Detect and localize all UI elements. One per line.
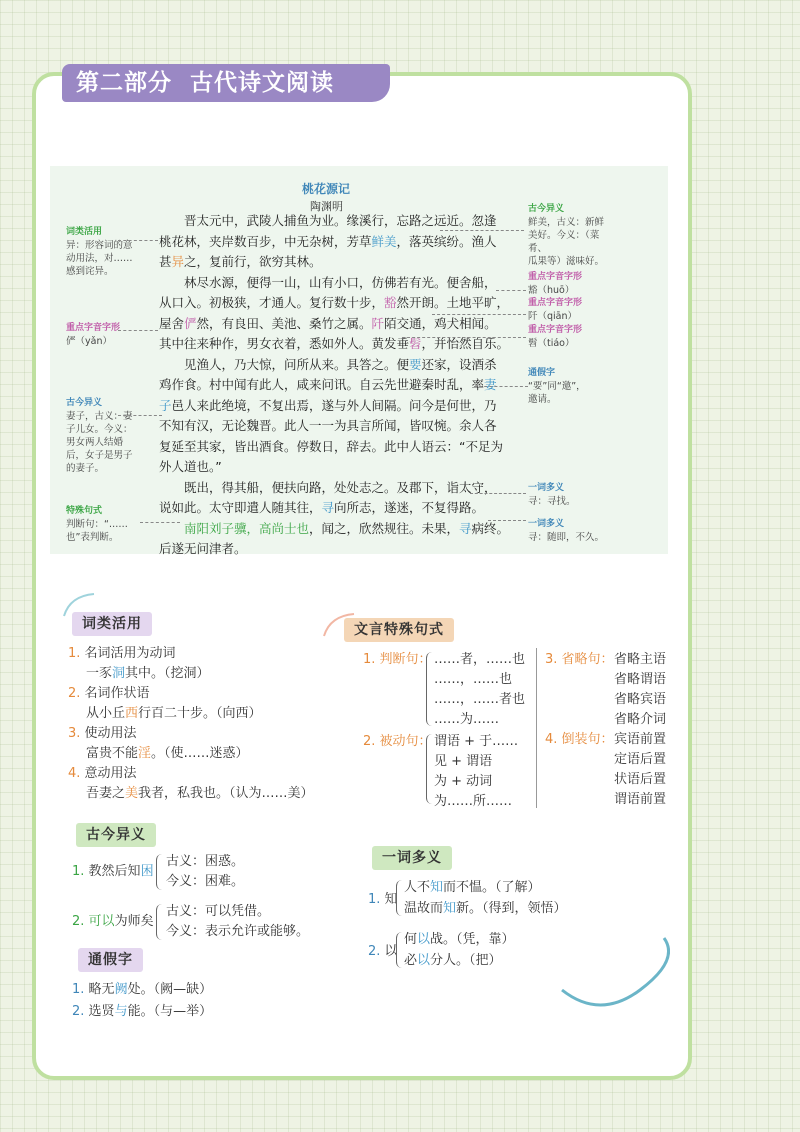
text-segment: 鲜美	[371, 233, 397, 249]
yici-brace	[396, 880, 402, 916]
passage-line	[159, 538, 247, 559]
annotation-note	[528, 324, 618, 350]
cilei-example	[86, 784, 314, 804]
text-segment: 阙	[114, 982, 128, 997]
yici-brace	[396, 932, 402, 968]
text-segment: 必	[404, 953, 418, 968]
passage-title: 桃花源记	[302, 182, 351, 196]
passage-line	[159, 374, 497, 395]
annotation-line: 感到诧异。	[66, 266, 114, 277]
text-segment: 新。（得到，领悟）	[456, 901, 567, 916]
annotation-line: 俨（yǎn）	[66, 336, 112, 347]
text-segment: 髫	[409, 336, 422, 351]
text-segment: 甚	[159, 254, 172, 269]
passage-line	[184, 354, 497, 375]
item-number: 1.	[72, 982, 89, 997]
yici-example	[404, 899, 567, 919]
gujin-brace	[156, 854, 162, 890]
annotation-line: 寻：寻找。	[528, 496, 576, 507]
yici-example	[404, 878, 541, 898]
beidong-label: 2. 被动句：	[363, 734, 432, 749]
annotation-title: 特殊句式	[66, 506, 103, 516]
decor-swirl-1	[60, 590, 100, 620]
annotation-title: 古今异义	[528, 204, 565, 214]
text-segment: 战。（凭，靠）	[430, 932, 515, 947]
item-number: 2.	[68, 686, 85, 701]
shenglue-type: 省略介词	[614, 712, 667, 727]
text-segment: 鸡作食。村中闻有此人，咸来问讯。自云先世避秦时乱，率	[159, 377, 485, 392]
annotation-note	[66, 505, 150, 544]
text-segment: 淫	[138, 746, 152, 761]
panduan-pattern: ……，……者也	[434, 692, 526, 707]
text-segment: 俨	[184, 315, 197, 331]
text-segment: 一豕	[86, 666, 113, 681]
gujin-jin: 今义：表示允许或能够。	[166, 924, 310, 939]
item-number: 2.	[72, 1004, 89, 1019]
text-segment: 行百二十步。（向西）	[138, 706, 262, 721]
annotation-title: 重点字音字形	[528, 325, 583, 335]
beidong-pattern: 为 + 动词	[434, 774, 493, 789]
yici-word	[368, 942, 398, 962]
panduan-pattern: ……为……	[434, 712, 500, 727]
text-segment: 为师矣	[114, 914, 154, 929]
text-segment: 而不愠。（了解）	[443, 880, 541, 895]
text-segment: 寻	[459, 520, 472, 536]
passage-line	[159, 436, 503, 457]
passage-line	[159, 292, 509, 313]
banner-title: 古代诗文阅读	[190, 70, 334, 96]
passage-line	[184, 518, 509, 539]
passage-line	[159, 313, 497, 334]
cilei-head	[68, 764, 137, 784]
shenglue-type: 省略宾语	[614, 692, 667, 707]
text-segment: 寻	[321, 500, 335, 515]
item-number: 1.	[72, 864, 89, 879]
passage-line	[184, 272, 497, 293]
text-segment: 以	[417, 953, 431, 968]
text-segment: 既出，得其船，便扶向路，处处志之。及郡下，诣太守，	[184, 479, 497, 495]
beidong-pattern: 为……所……	[434, 794, 513, 809]
text-segment: 阡	[371, 315, 385, 331]
passage-line	[159, 231, 497, 252]
text-segment: 教然后知	[88, 864, 141, 879]
text-segment: 其中往来种作，男女衣着，悉如外人。黄发垂	[159, 336, 410, 351]
arrow-line	[402, 337, 526, 338]
shenglue-type: 省略主语	[614, 652, 667, 667]
yici-example	[404, 930, 515, 950]
text-segment: 知	[430, 880, 444, 895]
item-head: 使动用法	[84, 726, 137, 741]
text-segment: 我者，私我也。（认为……美）	[138, 786, 314, 801]
text-segment: 富贵不能	[86, 746, 139, 761]
text-segment: 晋太元中，武陵人捕鱼为业。缘溪行，忘路之远近。忽逢	[184, 213, 497, 228]
text-segment: 向所志，遂迷，不复得路。	[334, 500, 485, 515]
annotation-line: 豁（huō）	[528, 285, 575, 296]
item-word: 以	[384, 944, 398, 959]
text-segment: 桃花林，夹岸数百步，中无杂树，芳草	[159, 233, 372, 249]
cilei-example	[86, 744, 249, 764]
arrow-line	[440, 230, 524, 231]
annotation-title: 重点字音字形	[66, 323, 121, 333]
annotation-note	[66, 226, 150, 278]
text-segment: 其中。（挖洞）	[125, 666, 210, 681]
annotation-line: 判断句：“……	[66, 519, 128, 530]
item-number: 2.	[368, 944, 385, 959]
text-segment: 选贤	[88, 1004, 115, 1019]
text-segment: 异	[171, 254, 185, 269]
annotation-line: 也”表判断。	[66, 532, 119, 543]
tag-yici: 一词多义	[372, 846, 452, 870]
passage-author: 陶渊明	[310, 200, 343, 213]
passage-line	[159, 415, 497, 436]
text-segment: 从小丘	[86, 706, 126, 721]
text-segment: ，落英缤纷。渔人	[396, 233, 497, 249]
daozhuang-label: 4. 倒装句：	[545, 732, 614, 747]
passage-line	[159, 395, 497, 416]
panduan-label: 1. 判断句：	[363, 652, 432, 667]
annotation-line: “要”同“邀”，	[528, 381, 586, 392]
cilei-example	[86, 664, 210, 684]
decor-swirl-2	[320, 610, 360, 640]
tag-gujin: 古今异义	[76, 823, 156, 847]
gujin-gu: 古义：困惑。	[166, 854, 245, 869]
gujin-phrase	[72, 862, 154, 882]
text-segment: 邑人来此绝境，不复出焉，遂与外人间隔。问今是何世，乃	[171, 397, 497, 413]
passage-line	[159, 456, 222, 477]
text-segment: 子	[159, 397, 172, 413]
passage-line	[184, 210, 497, 231]
text-segment: 何	[404, 932, 418, 947]
item-head: 意动用法	[84, 766, 137, 781]
annotation-note	[528, 271, 618, 297]
text-segment: 要	[409, 356, 422, 372]
text-segment: 豁	[384, 295, 397, 310]
cilei-head	[68, 724, 137, 744]
arrow-line	[118, 240, 158, 241]
item-number: 3.	[68, 726, 85, 741]
annotation-line: 后，女子是男子	[66, 450, 133, 461]
text-segment: 南阳刘子骥，高尚士也	[184, 520, 310, 536]
item-head: 名词活用为动词	[84, 646, 176, 661]
shenglue-label: 3. 省略句：	[545, 652, 614, 667]
annotation-title: 古今异义	[66, 398, 103, 408]
passage-line	[159, 251, 322, 272]
annotation-note	[66, 397, 150, 475]
text-segment: 吾妻之	[86, 786, 126, 801]
tongjia-item	[72, 1002, 212, 1022]
text-segment: 屋舍	[159, 315, 185, 331]
annotation-line: 寻：随即，不久。	[528, 532, 605, 543]
arrow-line	[488, 520, 526, 521]
arrow-line	[474, 386, 528, 387]
item-number: 2.	[72, 914, 89, 929]
text-segment: 外人道也。”	[159, 459, 222, 474]
passage-line	[184, 477, 497, 498]
gujin-phrase	[72, 912, 154, 932]
text-segment: 然开朗。土地平旷，	[396, 295, 510, 310]
annotation-line: 美好。今义：（菜肴、	[528, 230, 600, 254]
decor-swirl-3	[560, 930, 670, 1010]
arrow-line	[496, 290, 526, 291]
text-segment: 妻	[484, 377, 497, 392]
text-segment: 略无	[88, 982, 115, 997]
banner-part: 第二部分	[76, 70, 172, 96]
text-segment: 。（使……迷惑）	[151, 746, 249, 761]
text-segment: 人不	[404, 880, 431, 895]
beidong-brace	[426, 734, 433, 804]
yici-word	[368, 890, 398, 910]
text-segment: 后遂无问津者。	[159, 541, 247, 556]
daozhuang-type: 状语后置	[614, 772, 667, 787]
annotation-line: 的妻子。	[66, 463, 105, 474]
text-segment: 见渔人，乃大惊，问所从来。具答之。便	[184, 356, 410, 372]
beidong-pattern: 谓语 + 于……	[434, 734, 519, 749]
arrow-line	[140, 522, 180, 523]
arrow-line	[432, 314, 526, 315]
daozhuang-type: 定语后置	[614, 752, 667, 767]
cilei-example	[86, 704, 262, 724]
annotation-line: 异：形容词的意	[66, 240, 133, 251]
gujin-gu: 古义：可以凭借。	[166, 904, 271, 919]
annotation-line: 动用法，对……	[66, 253, 133, 264]
panduan-brace	[426, 652, 433, 726]
text-segment: 从口入。初极狭，才通人。复行数十步，	[159, 295, 385, 310]
text-segment: 能。（与—举）	[127, 1004, 213, 1019]
text-segment: 与	[114, 1004, 128, 1019]
item-number: 1.	[68, 646, 85, 661]
text-segment: 林尽水源，便得一山，山有小口，仿佛若有光。便舍船，	[184, 274, 497, 290]
annotation-title: 一词多义	[528, 483, 565, 493]
item-number: 4.	[68, 766, 85, 781]
arrow-line	[118, 415, 162, 416]
cilei-head	[68, 644, 176, 664]
daozhuang-type: 宾语前置	[614, 732, 667, 747]
annotation-note	[528, 518, 618, 544]
cilei-head	[68, 684, 150, 704]
annotation-title: 重点字音字形	[528, 272, 583, 282]
annotation-line: 阡（qiān）	[528, 311, 578, 322]
teshu-divider	[536, 648, 537, 808]
arrow-line	[118, 330, 158, 331]
item-number: 1.	[368, 892, 385, 907]
gujin-brace	[156, 904, 162, 940]
shenglue-type: 省略谓语	[614, 672, 667, 687]
annotation-title: 一词多义	[528, 519, 565, 529]
annotation-note	[528, 203, 618, 268]
text-segment: 复延至其家，皆出酒食。停数日，辞去。此中人语云：“不足为	[159, 438, 503, 454]
text-segment: ，闻之，欣然规往。未果，	[309, 520, 460, 536]
annotation-title: 通假字	[528, 368, 556, 378]
annotation-note	[66, 322, 150, 348]
text-segment: 分人。（把）	[430, 953, 502, 968]
arrow-line	[470, 493, 526, 494]
text-segment: 洞	[112, 666, 126, 681]
yici-example	[404, 951, 502, 971]
annotation-line: 邀请。	[528, 394, 557, 405]
annotation-title: 重点字音字形	[528, 298, 583, 308]
panduan-pattern: ……，……也	[434, 672, 513, 687]
text-segment: 陌交通，鸡犬相闻。	[384, 315, 497, 331]
passage-line	[159, 497, 484, 518]
annotation-line: 男女两人结婚	[66, 437, 124, 448]
annotation-line: 妻子，古义：妻	[66, 411, 133, 422]
text-segment: 以	[417, 932, 431, 947]
tag-teshu: 文言特殊句式	[344, 618, 454, 642]
text-segment: 然，有良田、美池、桑竹之属。	[196, 315, 372, 331]
text-segment: 说如此。太守即遣人随其往，	[159, 500, 322, 515]
text-segment: 困	[140, 864, 154, 879]
tag-cilei: 词类活用	[72, 612, 152, 636]
text-segment: ，并怡然自乐。	[421, 336, 510, 351]
text-segment: 温故而	[404, 901, 444, 916]
tongjia-item	[72, 980, 212, 1000]
annotation-line: 鲜美，古义：新鲜	[528, 217, 605, 228]
text-segment: 还家，设酒杀	[421, 356, 497, 372]
text-segment: 可以	[88, 914, 115, 929]
gujin-jin: 今义：困难。	[166, 874, 245, 889]
tag-tongjia: 通假字	[78, 948, 143, 972]
item-word: 知	[384, 892, 398, 907]
text-segment: 病终。	[471, 520, 510, 536]
annotation-note	[528, 482, 618, 508]
text-segment: 处。（阙—缺）	[127, 982, 213, 997]
item-head: 名词作状语	[84, 686, 150, 701]
text-segment: 之，复前行，欲穷其林。	[184, 254, 322, 269]
section-banner	[62, 64, 390, 102]
annotation-title: 词类活用	[66, 227, 103, 237]
beidong-pattern: 见 + 谓语	[434, 754, 493, 769]
text-segment: 西	[125, 706, 139, 721]
annotation-note	[528, 297, 618, 323]
annotation-note	[528, 367, 618, 406]
annotation-line: 瓜果等）滋味好。	[528, 256, 605, 267]
text-segment: 不知有汉，无论魏晋。此人一一为具言所闻，皆叹惋。余人各	[159, 418, 497, 433]
daozhuang-type: 谓语前置	[614, 792, 667, 807]
annotation-line: 子儿女。今义：	[66, 424, 133, 435]
panduan-pattern: ……者，……也	[434, 652, 526, 667]
text-segment: 美	[125, 786, 139, 801]
annotation-line: 髫（tiáo）	[528, 338, 575, 349]
text-segment: 知	[443, 901, 457, 916]
